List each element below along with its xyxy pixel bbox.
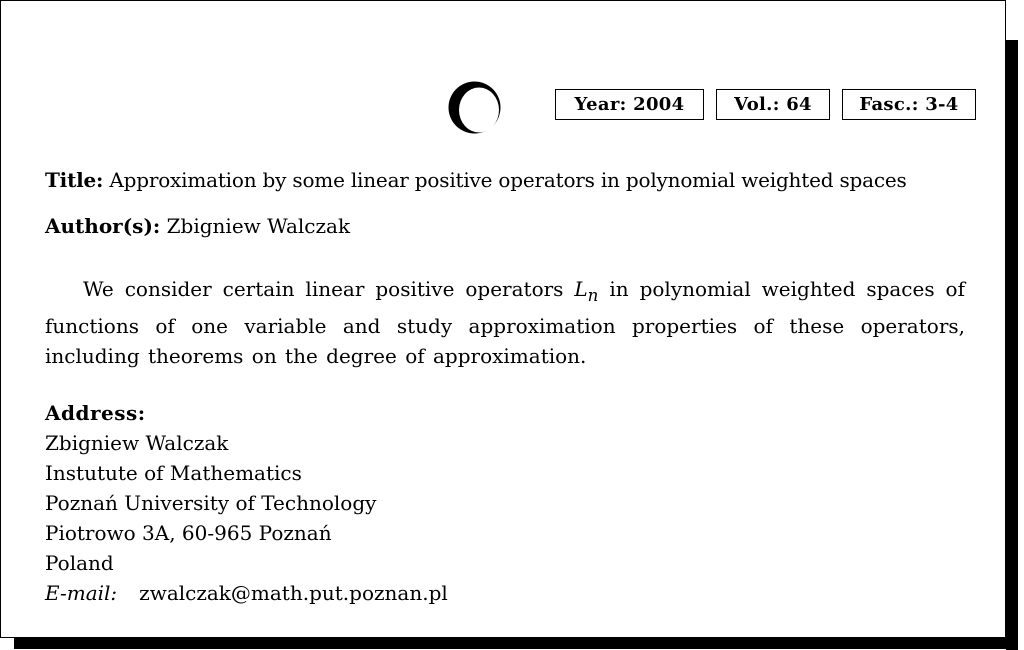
abstract-paragraph [45, 274, 965, 371]
operator-symbol [574, 277, 599, 305]
authors-value: Zbigniew Walczak [166, 214, 351, 238]
abstract-text-start: We consider certain linear positive operators [83, 277, 575, 301]
volume-box [716, 89, 830, 120]
card-shadow-right [1006, 40, 1018, 650]
year-box [555, 89, 704, 120]
operator-symbol-base: L [574, 277, 588, 301]
fascicle-text: Fasc.: 3-4 [859, 94, 959, 115]
address-university: Poznań University of Technology [45, 491, 377, 515]
volume-text: Vol.: 64 [734, 94, 812, 115]
email-address: zwalczak@math.put.poznan.pl [139, 581, 448, 605]
operator-symbol-subscript: n [587, 286, 599, 305]
paper-title: Approximation by some linear positive operators in polynomial weighted spaces [109, 168, 907, 192]
card-shadow-bottom [14, 638, 1018, 649]
email-label: E-mail: [45, 581, 118, 605]
email-line [45, 581, 448, 605]
authors-label: Author(s): [45, 214, 161, 238]
address-institute: Instutute of Mathematics [45, 461, 302, 485]
address-country: Poland [45, 551, 114, 575]
author-line [45, 214, 350, 238]
title-line [45, 168, 907, 192]
abstract-text-end: in polynomial weighted spaces of functions of one variable and study approximation properties of these operators, including theorems on the degree of approximation. [45, 277, 965, 368]
journal-logo-icon [447, 80, 502, 135]
address-name: Zbigniew Walczak [45, 431, 229, 455]
year-text: Year: 2004 [574, 94, 685, 115]
title-label: Title: [45, 168, 104, 192]
address-label: Address: [45, 401, 146, 425]
fascicle-box [842, 89, 976, 120]
address-street: Piotrowo 3A, 60-965 Poznań [45, 521, 332, 545]
